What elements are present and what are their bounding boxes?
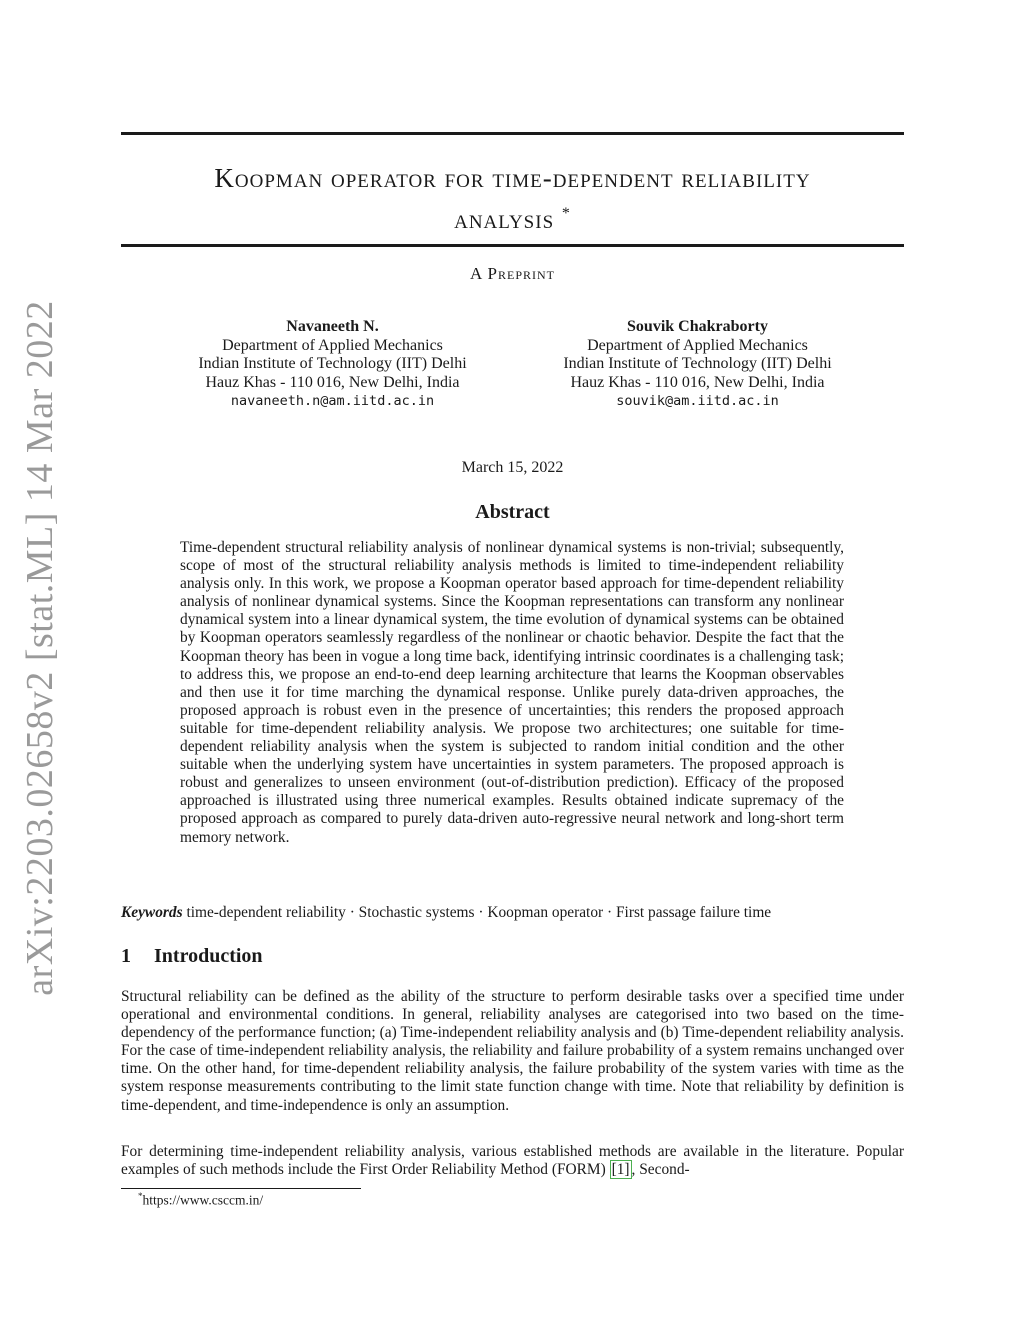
title-line-2: analysis * <box>454 204 571 234</box>
preprint-label: A Preprint <box>469 264 556 283</box>
title-footnote-marker: * <box>561 205 571 222</box>
footnote-rule <box>121 1188 361 1189</box>
title-line-1: Koopman operator for time-dependent reliability <box>214 163 811 193</box>
author-block-2 <box>525 318 870 411</box>
author-department: Department of Applied Mechanics <box>222 336 443 354</box>
author-name: Navaneeth N. <box>286 318 379 335</box>
abstract-body: Time-dependent structural reliability analysis of nonlinear dynamical systems is non-trivial; subsequently, scope of most of the structural reliability analysis methods is limited to time-independent reliability analysis only. In this work, we propose a Koopman operator based approach for time-dependent reliability analysis of nonlinear dynamical systems. Since the Koopman representations can transform any nonlinear dynamical system into a linear dynamical system, the time evolution of dynamical systems can be obtained by Koopman operators seamlessly regardless of the nonlinear or chaotic behavior. Despite the fact that the Koopman theory has been in vogue a long time back, identifying intrinsic coordinates is a challenging task; to address this, we propose an end-to-end deep learning architecture that learns the Koopman observables and then use it for time marching the dynamical response. Unlike purely data-driven approaches, the proposed approach is robust even in the presence of uncertainties; this renders the proposed approach suitable for time-dependent reliability analysis. We propose two architectures; one suitable for time-dependent reliability analysis when the system is subjected to random initial condition and the other suitable when the underlying system have uncertainties in system parameters. The proposed approach is robust and generalizes to unseen environment (out-of-distribution prediction). Efficacy of the proposed approached is illustrated using three numerical examples. Results obtained indicate supremacy of the proposed approach as compared to purely data-driven auto-regressive neural network and long-short term memory network. <box>180 539 844 846</box>
paper-date: March 15, 2022 <box>461 459 564 476</box>
paper-title <box>121 160 904 237</box>
arxiv-side-stamp: arXiv:2203.02658v2 [stat.ML] 14 Mar 2022 <box>19 300 61 996</box>
abstract-heading: Abstract <box>475 501 550 523</box>
author-name: Souvik Chakraborty <box>627 318 768 335</box>
footnote-marker: * <box>138 1191 143 1201</box>
footnote <box>138 1191 263 1209</box>
citation-link[interactable]: [1] <box>611 1161 630 1179</box>
keywords-label: Keywords <box>121 904 183 921</box>
author-email[interactable]: souvik@am.iitd.ac.in <box>616 393 779 409</box>
keywords-text: time-dependent reliability · Stochastic systems · Koopman operator · First passage failure time <box>186 904 772 921</box>
author-institute: Indian Institute of Technology (IIT) Delhi <box>198 355 467 372</box>
title-bottom-rule <box>121 244 904 247</box>
author-institute: Indian Institute of Technology (IIT) Delhi <box>563 355 832 372</box>
author-address: Hauz Khas - 110 016, New Delhi, India <box>205 373 460 391</box>
intro-paragraph-1: Structural reliability can be defined as the ability of the structure to perform desirable tasks over a specified time under operational and environmental conditions. In general, reliability analyses are categorised into two based on the time-dependency of the performance function; (a) Time-independent reliability analysis and (b) Time-dependent reliability analysis. For the case of time-independent reliability analysis, the reliability and failure probability of a system remains unchanged over time. On the other hand, for time-dependent reliability analysis, the failure probability of the system varies with time as the system response measurements contributing to the limit state function change with time. Note that reliability by definition is time-dependent, and time-independence is only an assumption. <box>121 988 904 1114</box>
section-title: Introduction <box>154 945 263 967</box>
title-top-rule <box>121 132 904 135</box>
author-address: Hauz Khas - 110 016, New Delhi, India <box>570 373 825 391</box>
section-number: 1 <box>121 945 131 967</box>
intro-paragraph-2: For determining time-independent reliability analysis, various established methods are available in the literature. Popular examples of such methods include the First Order Reliability Method (FORM) [1] , Second- <box>121 1143 904 1179</box>
author-department: Department of Applied Mechanics <box>587 336 808 354</box>
section-heading-introduction <box>121 945 263 968</box>
author-email[interactable]: navaneeth.n@am.iitd.ac.in <box>230 393 435 409</box>
keywords-line <box>121 904 904 922</box>
author-block-1 <box>160 318 505 411</box>
footnote-link[interactable]: https://www.csccm.in/ <box>142 1192 264 1208</box>
